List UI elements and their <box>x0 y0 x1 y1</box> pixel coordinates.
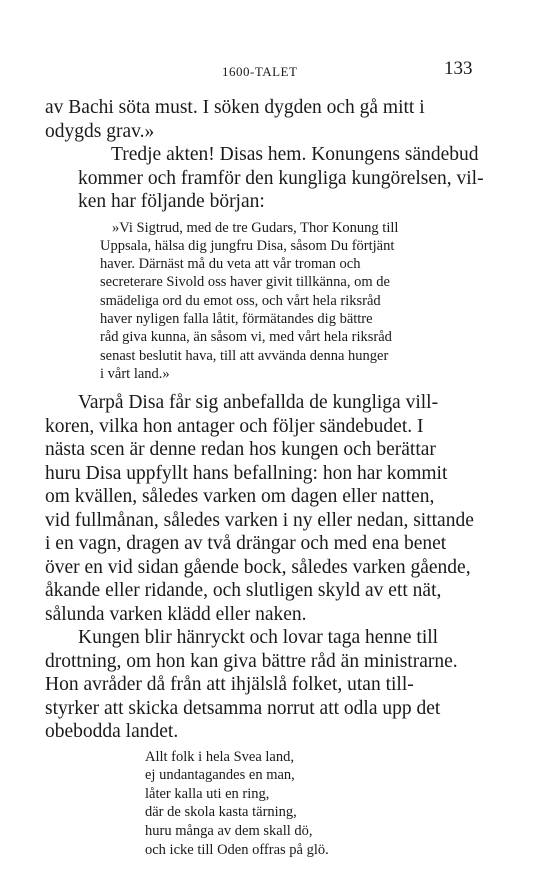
text-line: Hon avråder då från att ihjälslå folket, utan till- <box>45 674 414 696</box>
text-line: sålunda varken klädd eller naken. <box>45 603 307 625</box>
body-text <box>45 96 484 859</box>
paragraph-disa-summoned <box>45 391 475 626</box>
text-line: åkande eller ridande, och slutligen skyld av ett nät, <box>45 580 442 602</box>
text-line: koren, vilka hon antager och följer sändebudet. I <box>45 415 424 437</box>
verse-line: huru många av dem skall dö, <box>145 823 313 840</box>
verse-block <box>145 748 475 860</box>
verse-line: ej undantagandes en man, <box>145 767 295 784</box>
text-line: vid fullmånan, således varken i ny eller nedan, sittande <box>45 509 474 531</box>
text-line: styrker att skicka detsamma norrut att odla upp det <box>45 697 441 719</box>
verse-line: och icke till Oden offras på glö. <box>145 841 329 858</box>
text-line: nästa scen är denne redan hos kungen och berättar <box>45 439 436 461</box>
paragraph-continuation <box>45 96 475 143</box>
text-line: om kvällen, således varken om dagen eller natten, <box>45 486 435 508</box>
page-header <box>0 58 544 82</box>
quote-line: »Vi Sigtrud, med de tre Gudars, Thor Konung till <box>112 219 399 236</box>
text-line: Tredje akten! Disas hem. Konungens sändebud <box>111 144 479 165</box>
paragraph-act-three <box>45 143 484 214</box>
quote-line: secreterare Sivold oss haver givit tillkänna, om de <box>100 274 390 291</box>
verse-line: Allt folk i hela Svea land, <box>145 748 294 765</box>
quote-line: råd giva kunna, än såsom vi, med vårt hela riksråd <box>100 329 392 346</box>
verse-line: låter kalla uti en ring, <box>145 785 270 802</box>
text-line: kommer och framför den kungliga kungörelsen, vil- <box>78 167 484 189</box>
quote-line: smädeliga ord du emot oss, och vårt hela riksråd <box>100 292 381 309</box>
quote-line: haver. Därnäst må du veta att vår troman och <box>100 256 361 273</box>
text-line: odygds grav.» <box>45 120 155 142</box>
text-line: av Bachi söta must. I söken dygden och gå mitt i <box>45 97 425 118</box>
text-line: i en vagn, dragen av två drängar och med ena benet <box>45 533 447 555</box>
royal-proclamation-quote <box>100 219 475 384</box>
quote-line: Uppsala, hälsa dig jungfru Disa, såsom Du förtjänt <box>100 237 395 254</box>
running-title: 1600-TALET <box>222 64 298 79</box>
page-number: 133 <box>444 58 473 79</box>
text-line: Kungen blir hänryckt och lovar taga henne till <box>78 627 439 649</box>
text-line: huru Disa uppfyllt hans befallning: hon har kommit <box>45 462 448 484</box>
text-line: över en vid sidan gående bock, således varken gående, <box>45 556 471 578</box>
quote-line: i vårt land.» <box>100 365 170 382</box>
quote-line: senast beslutit hava, till att avvända denna hunger <box>100 347 389 364</box>
paragraph-king-enraptured <box>45 626 475 744</box>
text-line: ken har följande början: <box>78 191 265 212</box>
verse-line: där de skola kasta tärning, <box>145 804 297 821</box>
text-line: obebodda landet. <box>45 721 179 743</box>
text-line: Varpå Disa får sig anbefallda de kungliga vill- <box>78 392 439 414</box>
text-line: drottning, om hon kan giva bättre råd än ministrarne. <box>45 650 458 672</box>
quote-line: haver nyligen falla låtit, förmätandes dig bättre <box>100 310 373 327</box>
